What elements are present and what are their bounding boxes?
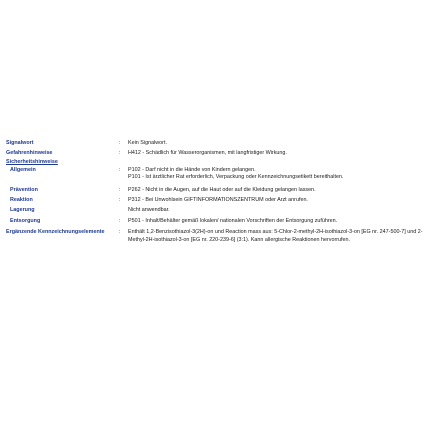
sds-label-section bbox=[0, 140, 448, 244]
row-entsorgung bbox=[0, 218, 448, 225]
separator: : bbox=[119, 166, 121, 173]
row-allgemein bbox=[0, 167, 448, 182]
separator: : bbox=[119, 197, 121, 204]
separator: : bbox=[119, 150, 121, 157]
row-gefahrenhinweise bbox=[0, 150, 448, 157]
separator: : bbox=[119, 229, 121, 236]
row-value: Nicht anwendbar. bbox=[128, 207, 170, 214]
row-value: Kein Signalwort. bbox=[128, 140, 167, 146]
row-reaktion bbox=[0, 197, 448, 204]
row-label: Prävention bbox=[10, 186, 38, 193]
separator: : bbox=[119, 186, 121, 193]
row-label: Ergänzende Kennzeichnungselemente bbox=[6, 229, 105, 236]
row-label: Allgemein bbox=[10, 166, 36, 173]
row-value: P262 - Nicht in die Augen, auf die Haut oder auf die Kleidung gelangen lassen. bbox=[128, 186, 316, 193]
row-label: Signalwort bbox=[6, 140, 34, 146]
row-label: Reaktion bbox=[10, 197, 33, 204]
row-signalwort bbox=[0, 140, 448, 147]
row-label: Lagerung bbox=[10, 207, 35, 214]
separator: : bbox=[119, 217, 121, 224]
row-lagerung bbox=[0, 207, 448, 214]
row-value: Enthält 1,2-Benzisothiazol-3(2H)-on und Reaction mass aus: 5-Chlor-2-methyl-2H-isothiazol-3-on [EG nr. 247-500-7] und 2-Methyl-2H-isothiazol-3-on [EG nr. 220-239-6] (3:1). Kann allergische Reaktionen hervorrufen. bbox=[128, 229, 423, 243]
row-label: Gefahrenhinweise bbox=[6, 150, 53, 157]
row-value: P312 - Bei Unwohlsein GIFTINFORMATIONSZENTRUM oder Arzt anrufen. bbox=[128, 197, 308, 204]
row-value: H412 - Schädlich für Wasserorganismen, mit langfristiger Wirkung. bbox=[128, 150, 287, 157]
row-label: Entsorgung bbox=[10, 217, 41, 224]
row-ergaenzende-kennzeichnungselemente bbox=[0, 229, 448, 244]
row-value: P501 - Inhalt/Behälter gemäß lokalen/ nationalen Vorschriften der Entsorgung zuführen. bbox=[128, 217, 338, 224]
section-heading: Sicherheitshinweise bbox=[6, 158, 58, 165]
separator: : bbox=[119, 140, 121, 146]
row-sicherheitshinweise bbox=[0, 159, 448, 167]
row-praevention bbox=[0, 187, 448, 194]
row-value: P102 - Darf nicht in die Hände von Kindern gelangen. P101 - Ist ärztlicher Rat erforderlich, Verpackung oder Kennzeichnungsetikett bereithalten. bbox=[128, 166, 344, 181]
